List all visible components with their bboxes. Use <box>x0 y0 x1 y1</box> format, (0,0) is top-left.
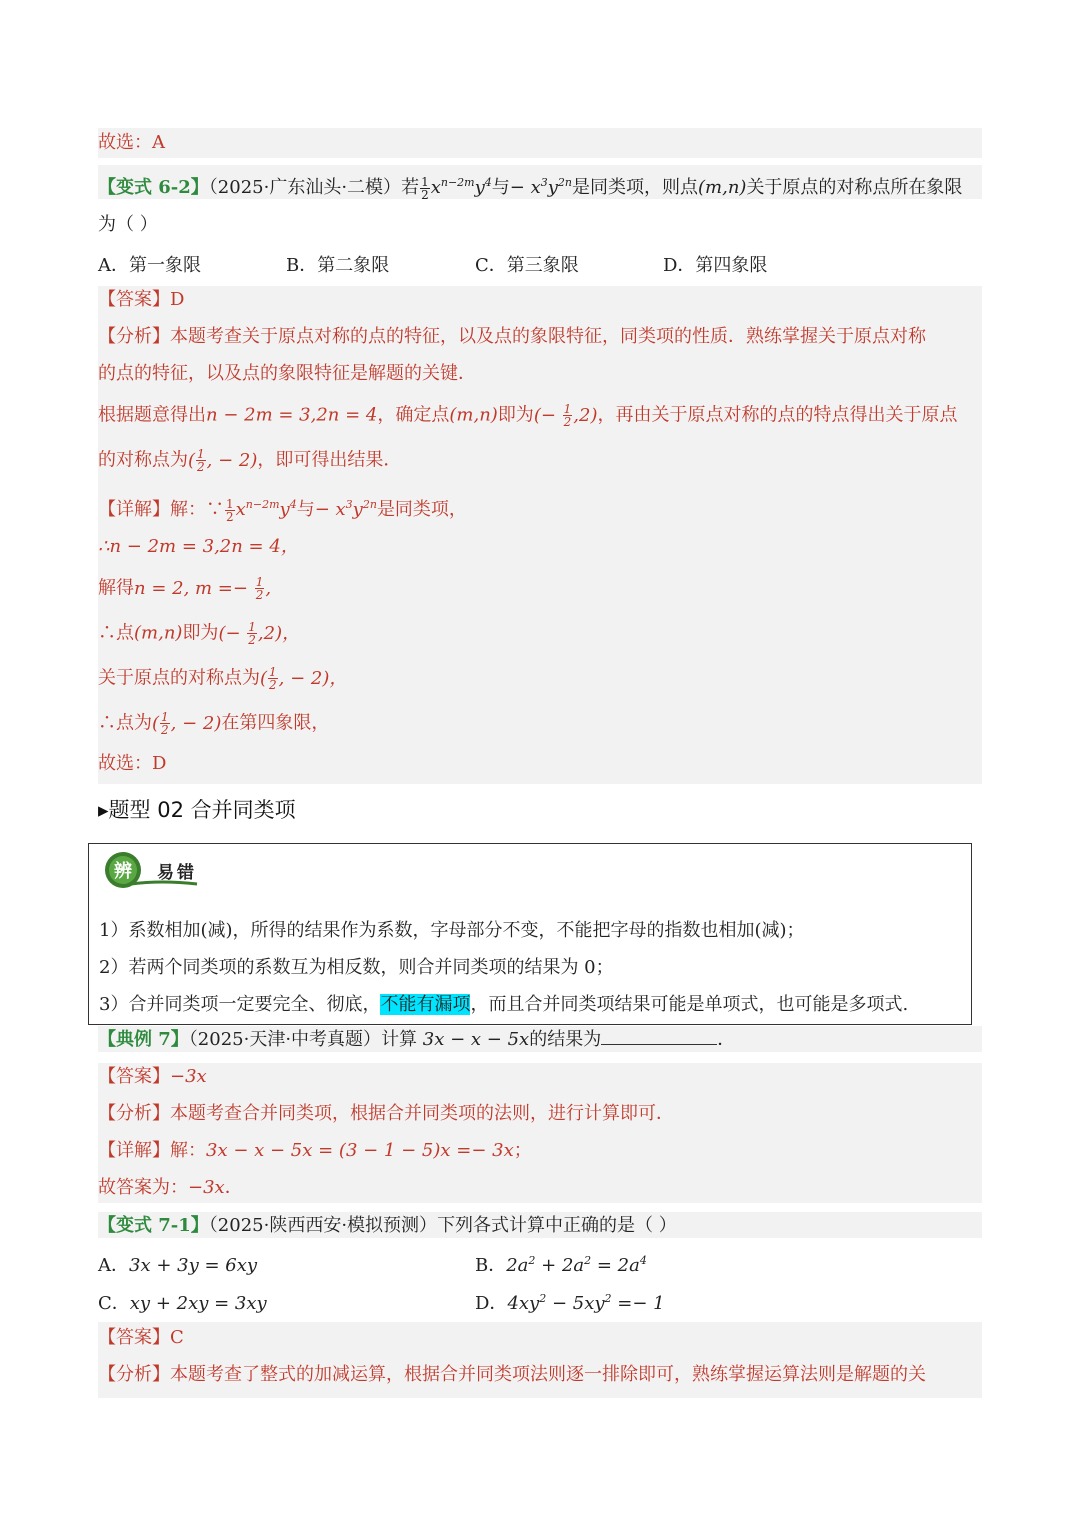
analysis-line-4: 的对称点为( $\frac{1}{2}$ , − 2)，即可得出结果． <box>98 447 402 474</box>
detail-text: 关于原点的对称点为 <box>98 667 260 689</box>
detail-line <box>98 1139 532 1163</box>
source: （2025·广东汕头·二模） <box>208 177 402 198</box>
tip-text: 3）合并同类项一定要完全、彻底， <box>99 994 381 1015</box>
previous-choice: 故选：A <box>98 132 165 153</box>
tip-line-1: 1）系数相加(减)，所得的结果作为系数，字母部分不变，不能把字母的指数也相加(减)； <box>99 920 805 941</box>
detail-line-4: ∴点(m,n)即为(− $\frac{1}{2}$ ,2)， <box>98 620 301 647</box>
answer-tag: 【答案】 <box>98 1327 170 1348</box>
analysis-text: 的对称点为 <box>98 449 188 471</box>
detail-line-5: 关于原点的对称点为( $\frac{1}{2}$ , − 2)， <box>98 665 348 692</box>
final-text: ． <box>224 1177 243 1198</box>
analysis-tag: 【分析】 <box>98 326 170 347</box>
detail-tag: 【详解】 <box>98 1140 170 1161</box>
section-heading: ▸题型 02 合并同类项 <box>98 798 296 822</box>
option-b: B．$2a^2 + 2a^2 = 2a^4$ <box>475 1254 647 1276</box>
tip-line-3 <box>99 990 908 1016</box>
final-answer-line <box>98 1176 243 1200</box>
option-label: D． <box>475 1293 508 1314</box>
analysis-text: 即为 <box>497 404 534 426</box>
final-text: 故答案为： <box>98 1177 188 1198</box>
detail-line-1: 【详解】解：∵ $\frac{1}{2}$ $x^{n-2m}y^4$与− $x^3y^{2n}$是同类项， <box>98 496 467 524</box>
detail-line-3: 解得n = 2, m =− $\frac{1}{2}$ , <box>98 575 272 602</box>
stem-text: 下列各式计算中正确的是（ ） <box>437 1215 677 1236</box>
analysis-text: 本题考查了整式的加减运算，根据合并同类项法则逐一排除即可，熟练掌握运算法则是解题的关 <box>170 1364 926 1385</box>
detail-line-2: ∴n − 2m = 3,2n = 4， <box>98 536 299 557</box>
source: （2025·陕西西安·模拟预测） <box>208 1215 438 1236</box>
analysis-text: ，即可得出结果． <box>257 449 402 471</box>
variant-6-2-stem-line2: 为（ ） <box>98 214 158 235</box>
option-c: C．xy + 2xy = 3xy <box>98 1293 267 1314</box>
answer-tag: 【答案】 <box>98 289 170 310</box>
analysis-text: 本题考查合并同类项，根据合并同类项的法则，进行计算即可． <box>170 1103 674 1124</box>
detail-line-7: 故选：D <box>98 753 167 774</box>
detail-text: 即为 <box>182 622 219 644</box>
detail-text: 解：∵ <box>170 499 224 520</box>
option-label: A． <box>98 1255 129 1276</box>
detail-math: 3x − x − 5x = (3 − 1 − 5)x =− 3x <box>206 1140 514 1161</box>
answer-line <box>98 1065 207 1089</box>
tip-text: ，而且合并同类项结果可能是单项式，也可能是多项式. <box>470 994 909 1015</box>
svg-text:辨: 辨 <box>114 861 132 882</box>
final-math: −3x <box>188 1177 225 1198</box>
analysis-line-3: 根据题意得出n − 2m = 3,2n = 4，确定点(m,n)即为(− $\frac{1}{2}$ ,2)，再由关于原点对称的点的特点得出关于原点 <box>98 402 958 429</box>
analysis-line-2: 的点的特征，以及点的象限特征是解题的关键． <box>98 363 476 384</box>
answer-value: D <box>170 289 185 310</box>
option-d: D．第四象限 <box>663 255 768 276</box>
detail-text: 解得 <box>98 577 134 599</box>
option-d: D．$4xy^2 - 5xy^2 =- 1$ <box>475 1292 665 1314</box>
variant-7-1-stem <box>98 1214 677 1238</box>
stem-text: 与 <box>491 177 510 198</box>
detail-text: 解： <box>170 1140 206 1161</box>
option-a: A．3x + 3y = 6xy <box>98 1255 258 1276</box>
analysis-line-1 <box>98 325 926 349</box>
analysis-line <box>98 1363 926 1387</box>
detail-tag: 【详解】 <box>98 499 170 520</box>
example-7-stem: 【典例 7】（2025·天津·中考真题）计算 3x − x − 5x的结果为 ． <box>98 1029 736 1050</box>
answer-band-1 <box>98 128 982 158</box>
highlight-text: 不能有漏项 <box>380 994 471 1015</box>
answer-blank <box>601 1028 717 1045</box>
tip-line-2: 2）若两个同类项的系数互为相反数，则合并同类项的结果为 0； <box>99 957 614 978</box>
bianyicuo-logo-icon <box>101 850 199 890</box>
option-b: B．第二象限 <box>286 255 390 276</box>
stem-text: 若 <box>401 177 420 198</box>
tip-box <box>88 843 972 1025</box>
example-tag: 【典例 7】 <box>98 1029 189 1050</box>
stem-text: 是同类项，则点 <box>572 177 698 198</box>
analysis-text: ，确定点 <box>377 404 450 426</box>
option-c: C．第三象限 <box>475 255 579 276</box>
fraction-half: $\frac{1}{2}$ <box>421 174 429 202</box>
option-label: B． <box>475 1255 507 1276</box>
detail-text: ∴点 <box>98 622 134 644</box>
analysis-line <box>98 1102 674 1126</box>
source: （2025·天津·中考真题） <box>188 1029 382 1050</box>
stem-text: 计算 <box>381 1029 423 1050</box>
svg-text:错: 错 <box>177 863 194 883</box>
variant-6-2-stem: 【变式 6-2】（2025·广东汕头·二模）若 $\frac{1}{2}$ $x^{n-2m}y^4$与− $x^3y^{2n}$是同类项，则点(m,n)关于原点的对称点所在象限 <box>98 174 963 202</box>
detail-text: 与 <box>296 499 315 520</box>
analysis-tag: 【分析】 <box>98 1364 170 1385</box>
answer-value: −3x <box>170 1066 207 1087</box>
answer-value: C <box>170 1327 184 1348</box>
variant-tag: 【变式 6-2】 <box>98 177 209 198</box>
answer-line <box>98 1326 184 1350</box>
analysis-text: 根据题意得出 <box>98 404 206 426</box>
analysis-tag: 【分析】 <box>98 1103 170 1124</box>
answer-tag: 【答案】 <box>98 1066 170 1087</box>
detail-text: ； <box>513 1140 532 1161</box>
answer-line <box>98 288 184 312</box>
variant-tag: 【变式 7-1】 <box>98 1215 209 1236</box>
detail-text: 在第四象限， <box>221 712 330 734</box>
stem-text: 关于原点的对称点所在象限 <box>746 177 963 198</box>
analysis-text: ，再由关于原点对称的点的特点得出关于原点 <box>597 404 958 426</box>
option-a: A．第一象限 <box>98 255 201 276</box>
detail-text: 是同类项， <box>376 499 467 520</box>
stem-text: ． <box>717 1029 736 1050</box>
option-label: C． <box>98 1293 130 1314</box>
detail-line-6: ∴点为( $\frac{1}{2}$ , − 2)在第四象限， <box>98 710 330 737</box>
stem-text: 的结果为 <box>529 1029 602 1050</box>
analysis-text: 本题考查关于原点对称的点的特征，以及点的象限特征，同类项的性质．熟练掌握关于原点对称 <box>170 326 926 347</box>
svg-text:易: 易 <box>157 863 174 883</box>
detail-text: ∴点为 <box>98 712 152 734</box>
